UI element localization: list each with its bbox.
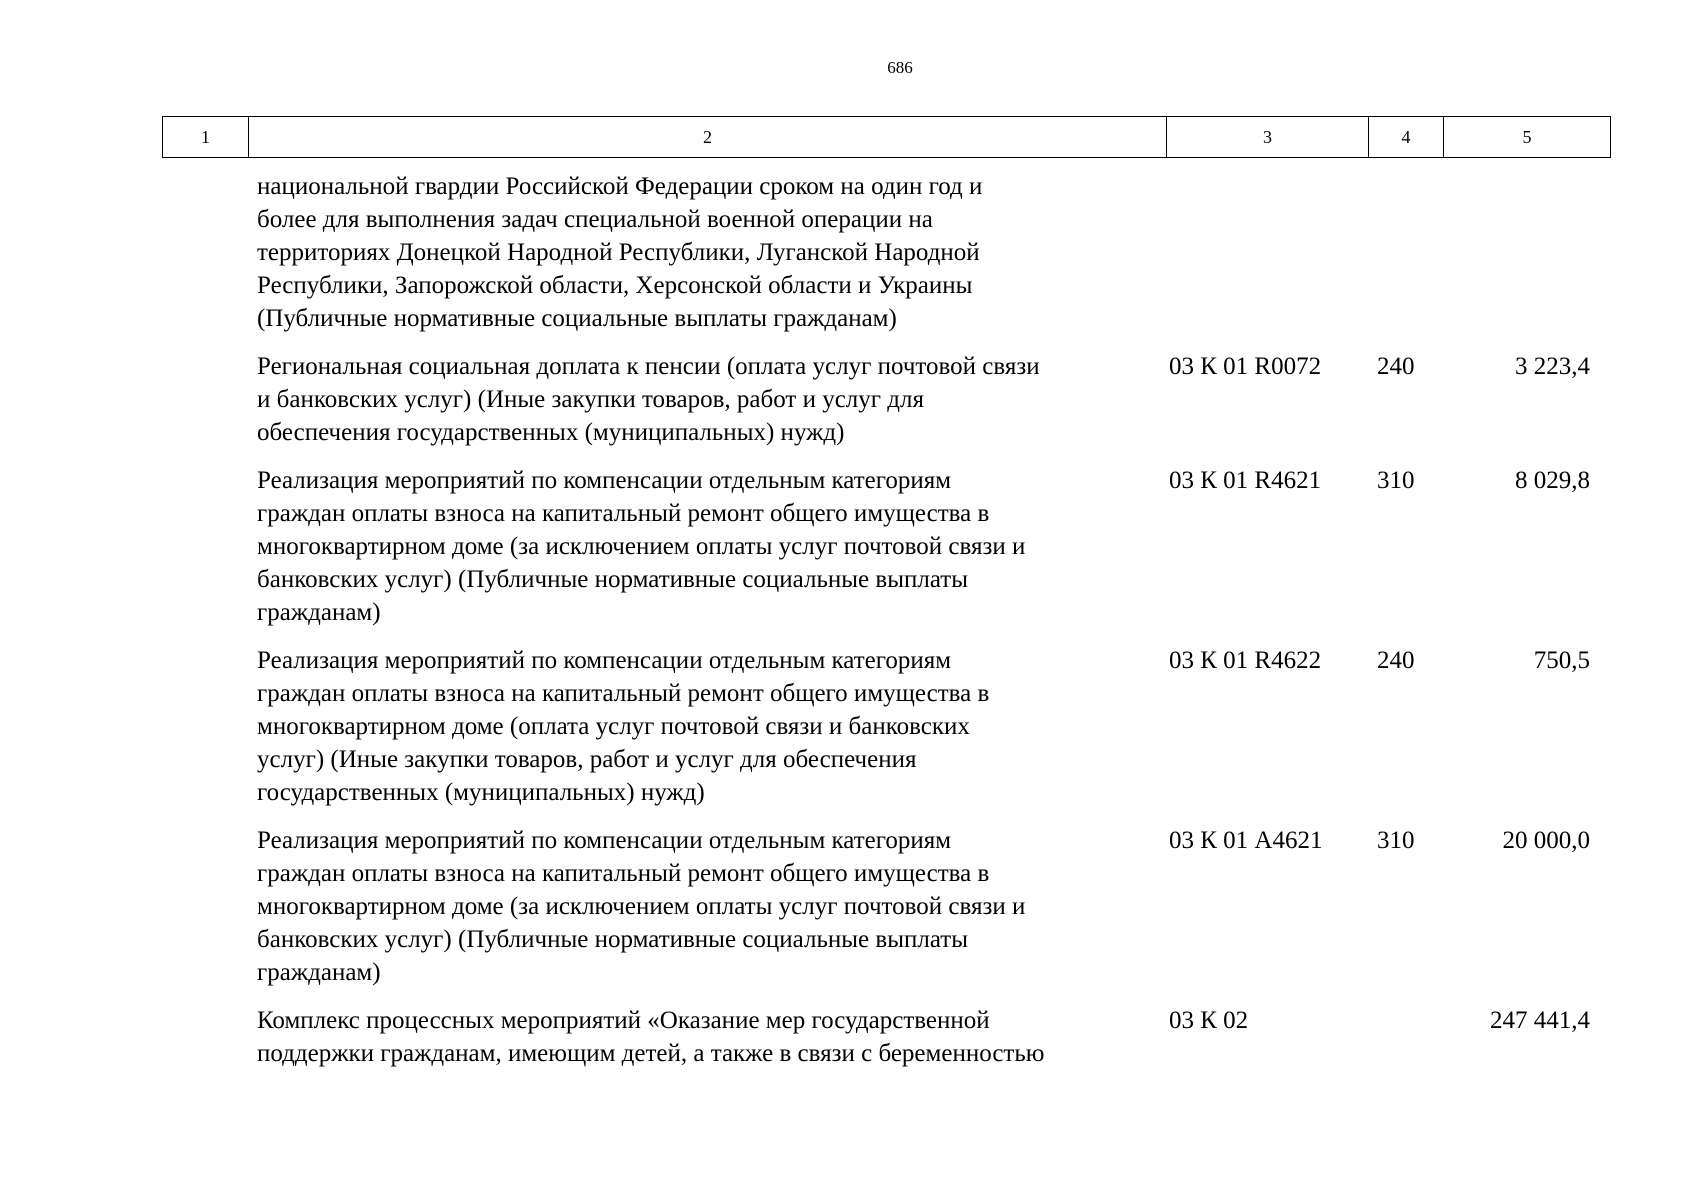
description-line: Республики, Запорожской области, Херсонской области и Украины	[257, 272, 973, 299]
header-col-3: 3	[1167, 117, 1369, 157]
type-cell	[1377, 1004, 1447, 1070]
description-cell	[257, 350, 1169, 449]
description-line: гражданам)	[257, 959, 381, 986]
type-cell: 310	[1377, 827, 1415, 854]
type-cell: 240	[1377, 647, 1415, 674]
table-row	[162, 350, 1611, 449]
description-line: Комплекс процессных мероприятий «Оказание мер государственной	[257, 1007, 990, 1034]
description-line: Региональная социальная доплата к пенсии (оплата услуг почтовой связи	[257, 353, 1040, 380]
header-col-2: 2	[249, 117, 1167, 157]
row-number-cell	[162, 350, 257, 449]
amount-cell: 3 223,4	[1515, 353, 1590, 380]
page-number: 686	[887, 58, 913, 77]
description-cell	[257, 644, 1169, 809]
code-cell	[1169, 170, 1377, 335]
table-row	[162, 824, 1611, 989]
description-line: граждан оплаты взноса на капитальный ремонт общего имущества в	[257, 680, 990, 707]
header-col-4: 4	[1369, 117, 1444, 157]
description-cell	[257, 170, 1169, 335]
description-line: поддержки гражданам, имеющим детей, а также в связи с беременностью	[257, 1040, 1045, 1067]
description-line: многоквартирном доме (оплата услуг почтовой связи и банковских	[257, 713, 970, 740]
amount-cell: 8 029,8	[1515, 467, 1590, 494]
table-row	[162, 170, 1611, 335]
code-cell: 03 К 01 R4621	[1169, 467, 1322, 494]
description-cell	[257, 824, 1169, 989]
amount-cell: 247 441,4	[1490, 1007, 1590, 1034]
description-line: гражданам)	[257, 599, 381, 626]
description-line: банковских услуг) (Публичные нормативные социальные выплаты	[257, 566, 969, 593]
row-number-cell	[162, 1004, 257, 1070]
description-line: обеспечения государственных (муниципальных) нужд)	[257, 419, 845, 446]
row-number-cell	[162, 644, 257, 809]
header-col-5: 5	[1522, 126, 1532, 147]
type-cell: 240	[1377, 353, 1415, 380]
code-cell: 03 К 02	[1169, 1007, 1249, 1034]
code-cell: 03 К 01 R0072	[1169, 353, 1322, 380]
description-cell	[257, 464, 1169, 629]
amount-cell: 750,5	[1533, 647, 1590, 674]
description-line: государственных (муниципальных) нужд)	[257, 779, 705, 806]
description-line: услуг) (Иные закупки товаров, работ и услуг для обеспечения	[257, 746, 917, 773]
description-line: Реализация мероприятий по компенсации отдельным категориям	[257, 827, 952, 854]
row-number-cell	[162, 170, 257, 335]
description-line: граждан оплаты взноса на капитальный ремонт общего имущества в	[257, 860, 990, 887]
table-row	[162, 1004, 1611, 1070]
row-number-cell	[162, 464, 257, 629]
row-number-cell	[162, 824, 257, 989]
amount-cell	[1447, 170, 1590, 335]
header-col-1: 1	[163, 117, 249, 157]
amount-cell: 20 000,0	[1502, 827, 1590, 854]
description-line: Реализация мероприятий по компенсации отдельным категориям	[257, 647, 952, 674]
description-line: (Публичные нормативные социальные выплаты гражданам)	[257, 305, 897, 332]
description-line: многоквартирном доме (за исключением оплаты услуг почтовой связи и	[257, 893, 1026, 920]
description-line: граждан оплаты взноса на капитальный ремонт общего имущества в	[257, 500, 990, 527]
description-line: многоквартирном доме (за исключением оплаты услуг почтовой связи и	[257, 533, 1026, 560]
type-cell	[1377, 170, 1447, 335]
description-line: и банковских услуг) (Иные закупки товаров, работ и услуг для	[257, 386, 924, 413]
code-cell: 03 К 01 R4622	[1169, 647, 1322, 674]
table-row	[162, 464, 1611, 629]
table-row	[162, 644, 1611, 809]
description-cell	[257, 1004, 1169, 1070]
table-header-row	[162, 116, 1611, 158]
description-line: национальной гвардии Российской Федерации сроком на один год и	[257, 173, 983, 200]
type-cell: 310	[1377, 467, 1415, 494]
description-line: Реализация мероприятий по компенсации отдельным категориям	[257, 467, 952, 494]
code-cell: 03 К 01 А4621	[1169, 827, 1323, 854]
description-line: более для выполнения задач специальной военной операции на	[257, 206, 933, 233]
description-line: территориях Донецкой Народной Республики, Луганской Народной	[257, 239, 980, 266]
description-line: банковских услуг) (Публичные нормативные социальные выплаты	[257, 926, 969, 953]
table-body	[162, 170, 1611, 1085]
